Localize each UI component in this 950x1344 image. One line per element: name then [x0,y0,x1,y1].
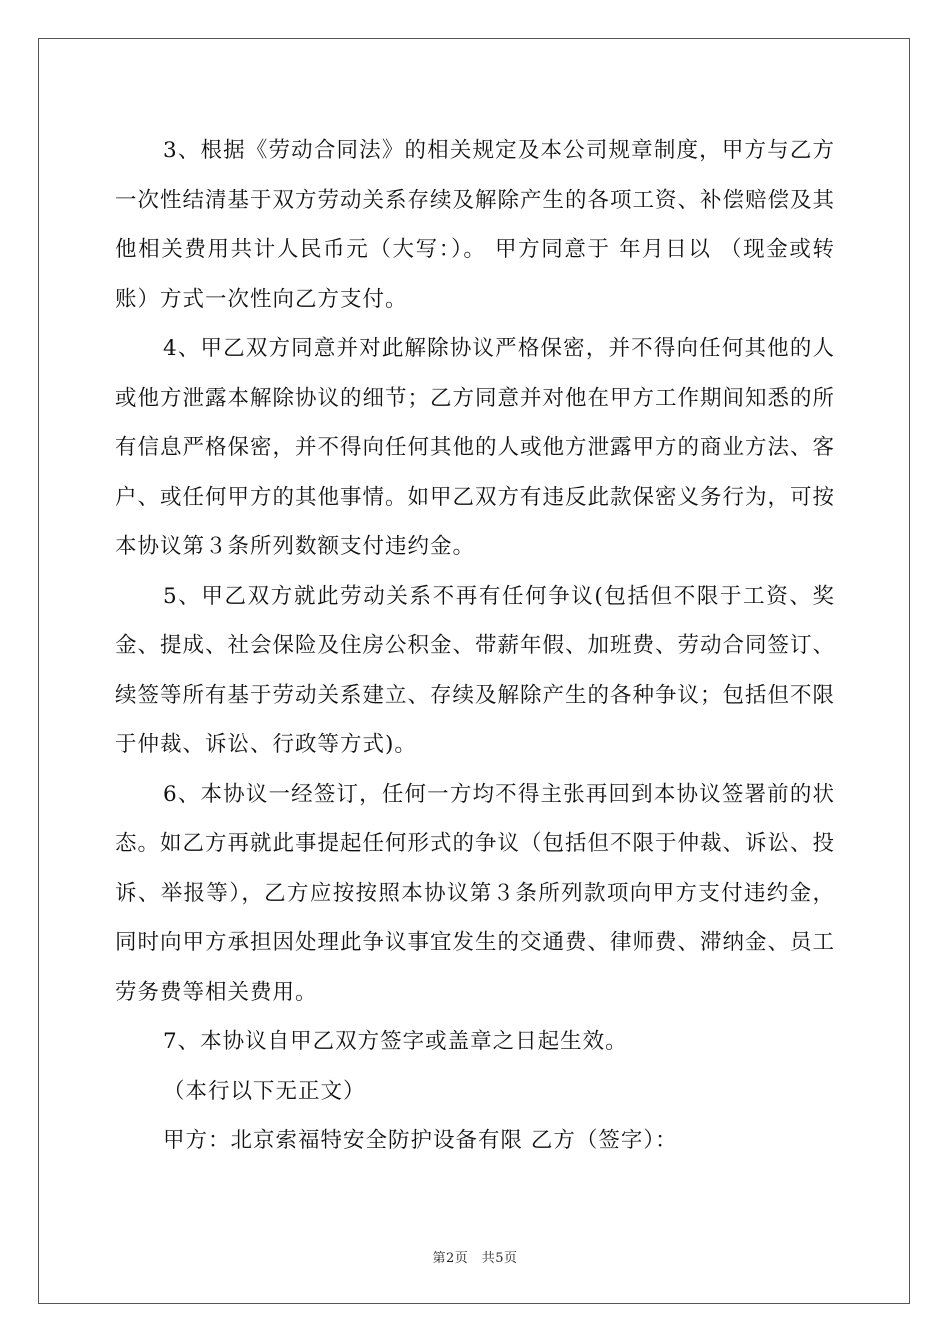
no-text-below-note: （本行以下无正文） [163,1078,366,1104]
clause-4: 4、甲乙双方同意并对此解除协议严格保密，并不得向任何其他的人或他方泄露本解除协议的细节；乙方同意并对他在甲方工作期间知悉的所有信息严格保密，并不得向任何其他的人或他方泄露甲方的商业方法、客户、或任何甲方的其他事情。如甲乙双方有违反此款保密义务行为，可按本协议第３条所列数额支付违约金。 [115,336,836,559]
signature-line: 甲方：北京索福特安全防护设备有限 乙方（签字）： [163,1128,678,1153]
clause-3: 3、根据《劳动合同法》的相关规定及本公司规章制度，甲方与乙方一次性结清基于双方劳动关系存续及解除产生的各项工资、补偿赔偿及其他相关费用共计人民币元（大写：）。 甲方同意于 年月日以 （现金或转账）方式一次性向乙方支付。 [115,138,836,312]
clause-5: 5、甲乙双方就此劳动关系不再有任何争议(包括但不限于工资、奖金、提成、社会保险及住房公积金、带薪年假、加班费、劳动合同签订、续签等所有基于劳动关系建立、存续及解除产生的各种争议；包括但不限于仲裁、诉讼、行政等方式)。 [115,583,836,757]
document-body [115,126,835,1166]
clause-7: 7、本协议自甲乙双方签字或盖章之日起生效。 [163,1029,628,1054]
page-number: 第2页 共5页 [432,1251,518,1266]
clause-6: 6、本协议一经签订，任何一方均不得主张再回到本协议签署前的状态。如乙方再就此事提起任何形式的争议（包括但不限于仲裁、诉讼、投诉、举报等），乙方应按按照本协议第３条所列款项向甲方支付违约金，同时向甲方承担因处理此争议事宜发生的交通费、律师费、滞纳金、员工劳务费等相关费用。 [115,781,836,1005]
